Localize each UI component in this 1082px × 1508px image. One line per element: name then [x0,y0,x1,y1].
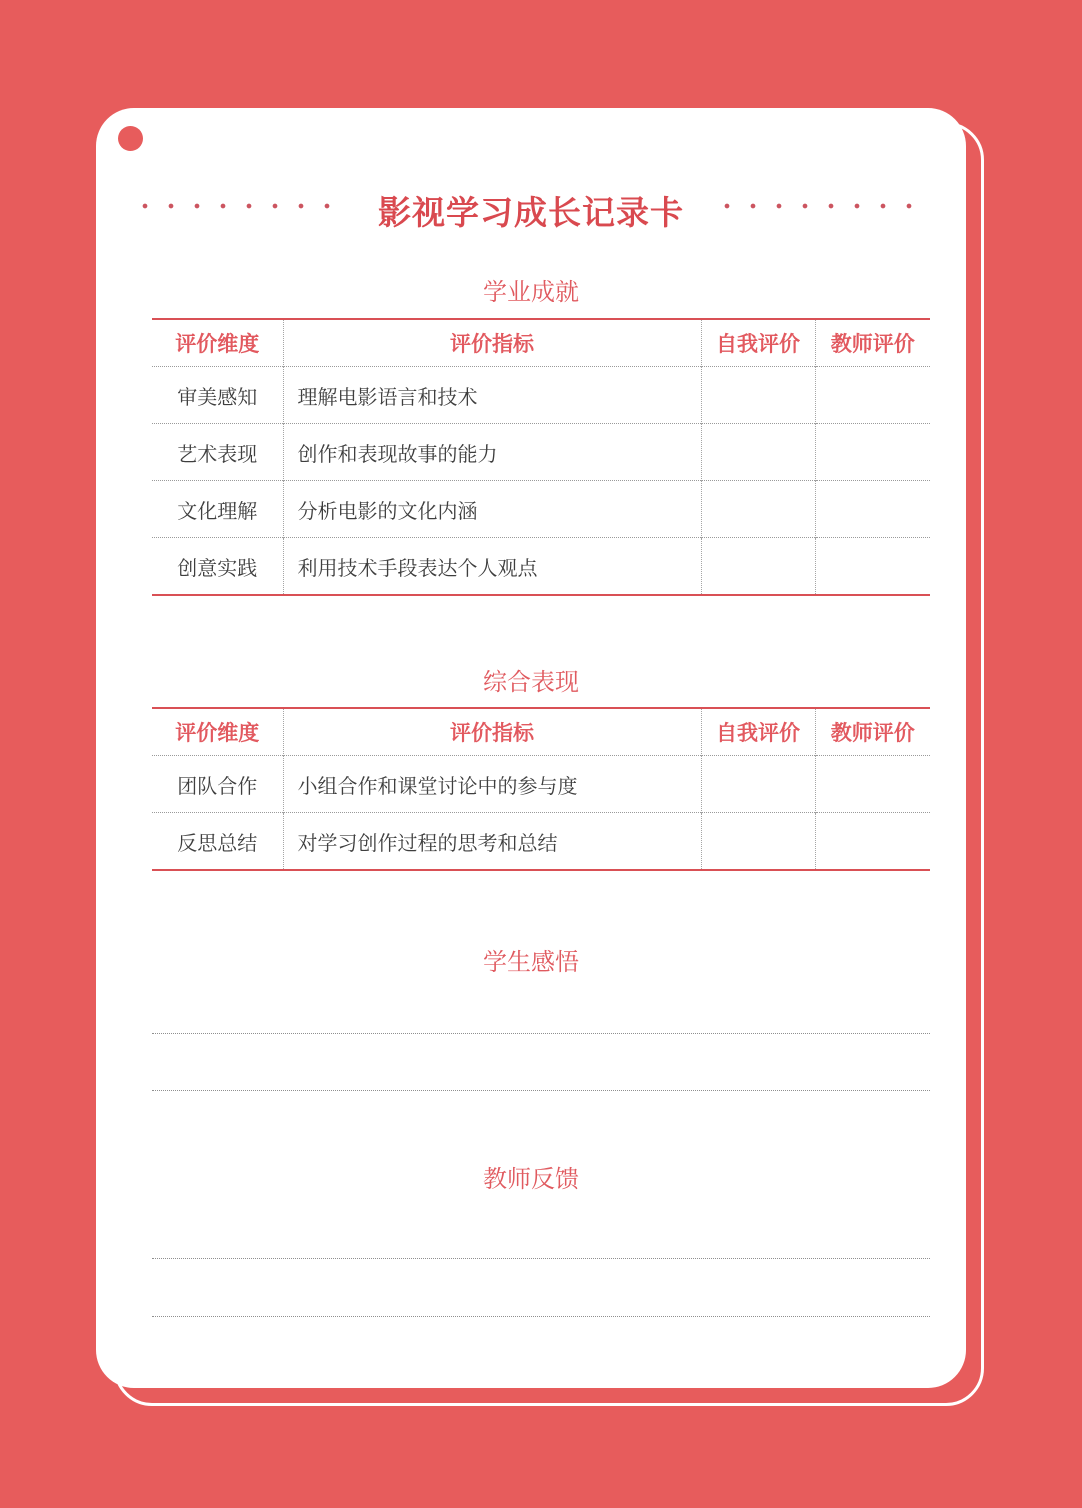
dimension-cell: 文化理解 [152,481,283,538]
self-eval-cell [701,424,815,481]
column-header-dimension: 评价维度 [175,722,260,745]
record-card [96,108,966,1388]
dimension-cell: 创意实践 [152,538,283,596]
section-title-teacher-feedback: 教师反馈 [483,1166,579,1193]
column-header-indicator: 评价指标 [283,319,701,367]
student-reflection-writing-line [152,1033,930,1034]
corner-dot-decoration [118,126,143,151]
self-eval-cell [701,756,815,813]
indicator-cell: 小组合作和课堂讨论中的参与度 [283,756,701,813]
dimension-cell: 审美感知 [152,367,283,424]
teacher-eval-cell [815,481,930,538]
indicator-cell: 分析电影的文化内涵 [283,481,701,538]
indicator-cell: 创作和表现故事的能力 [283,424,701,481]
column-header-dimension: 评价维度 [175,333,260,356]
teacher-eval-cell [815,538,930,596]
teacher-feedback-writing-line [152,1258,930,1259]
table-row [152,813,930,871]
dimension-cell: 反思总结 [152,813,283,871]
self-eval-cell [701,481,815,538]
table-header-row [152,708,930,756]
self-eval-cell [701,538,815,596]
teacher-eval-cell [815,813,930,871]
section-title-student-reflection: 学生感悟 [483,949,579,976]
dimension-cell: 艺术表现 [152,424,283,481]
self-eval-cell [701,367,815,424]
academic-achievement-table [152,318,930,596]
indicator-cell: 对学习创作过程的思考和总结 [283,813,701,871]
section-title-comprehensive: 综合表现 [483,669,579,696]
table-row [152,756,930,813]
table-header-row [152,319,930,367]
table-row [152,367,930,424]
table-row [152,481,930,538]
teacher-eval-cell [815,367,930,424]
student-reflection-writing-line [152,1090,930,1091]
self-eval-cell [701,813,815,871]
indicator-cell: 理解电影语言和技术 [283,367,701,424]
column-header-teacher-eval: 教师评价 [815,708,930,756]
decor-dots-left [132,192,348,228]
table-row [152,424,930,481]
page-title: 影视学习成长记录卡 [378,195,684,232]
section-title-academic: 学业成就 [483,279,579,306]
column-header-self-eval: 自我评价 [701,319,815,367]
column-header-self-eval: 自我评价 [701,708,815,756]
table-row [152,538,930,596]
comprehensive-performance-table [152,707,930,871]
indicator-cell: 利用技术手段表达个人观点 [283,538,701,596]
column-header-indicator: 评价指标 [283,708,701,756]
teacher-feedback-writing-line [152,1316,930,1317]
teacher-eval-cell [815,424,930,481]
decor-dots-right [714,192,930,228]
column-header-teacher-eval: 教师评价 [815,319,930,367]
teacher-eval-cell [815,756,930,813]
title-row [96,184,966,236]
dimension-cell: 团队合作 [152,756,283,813]
